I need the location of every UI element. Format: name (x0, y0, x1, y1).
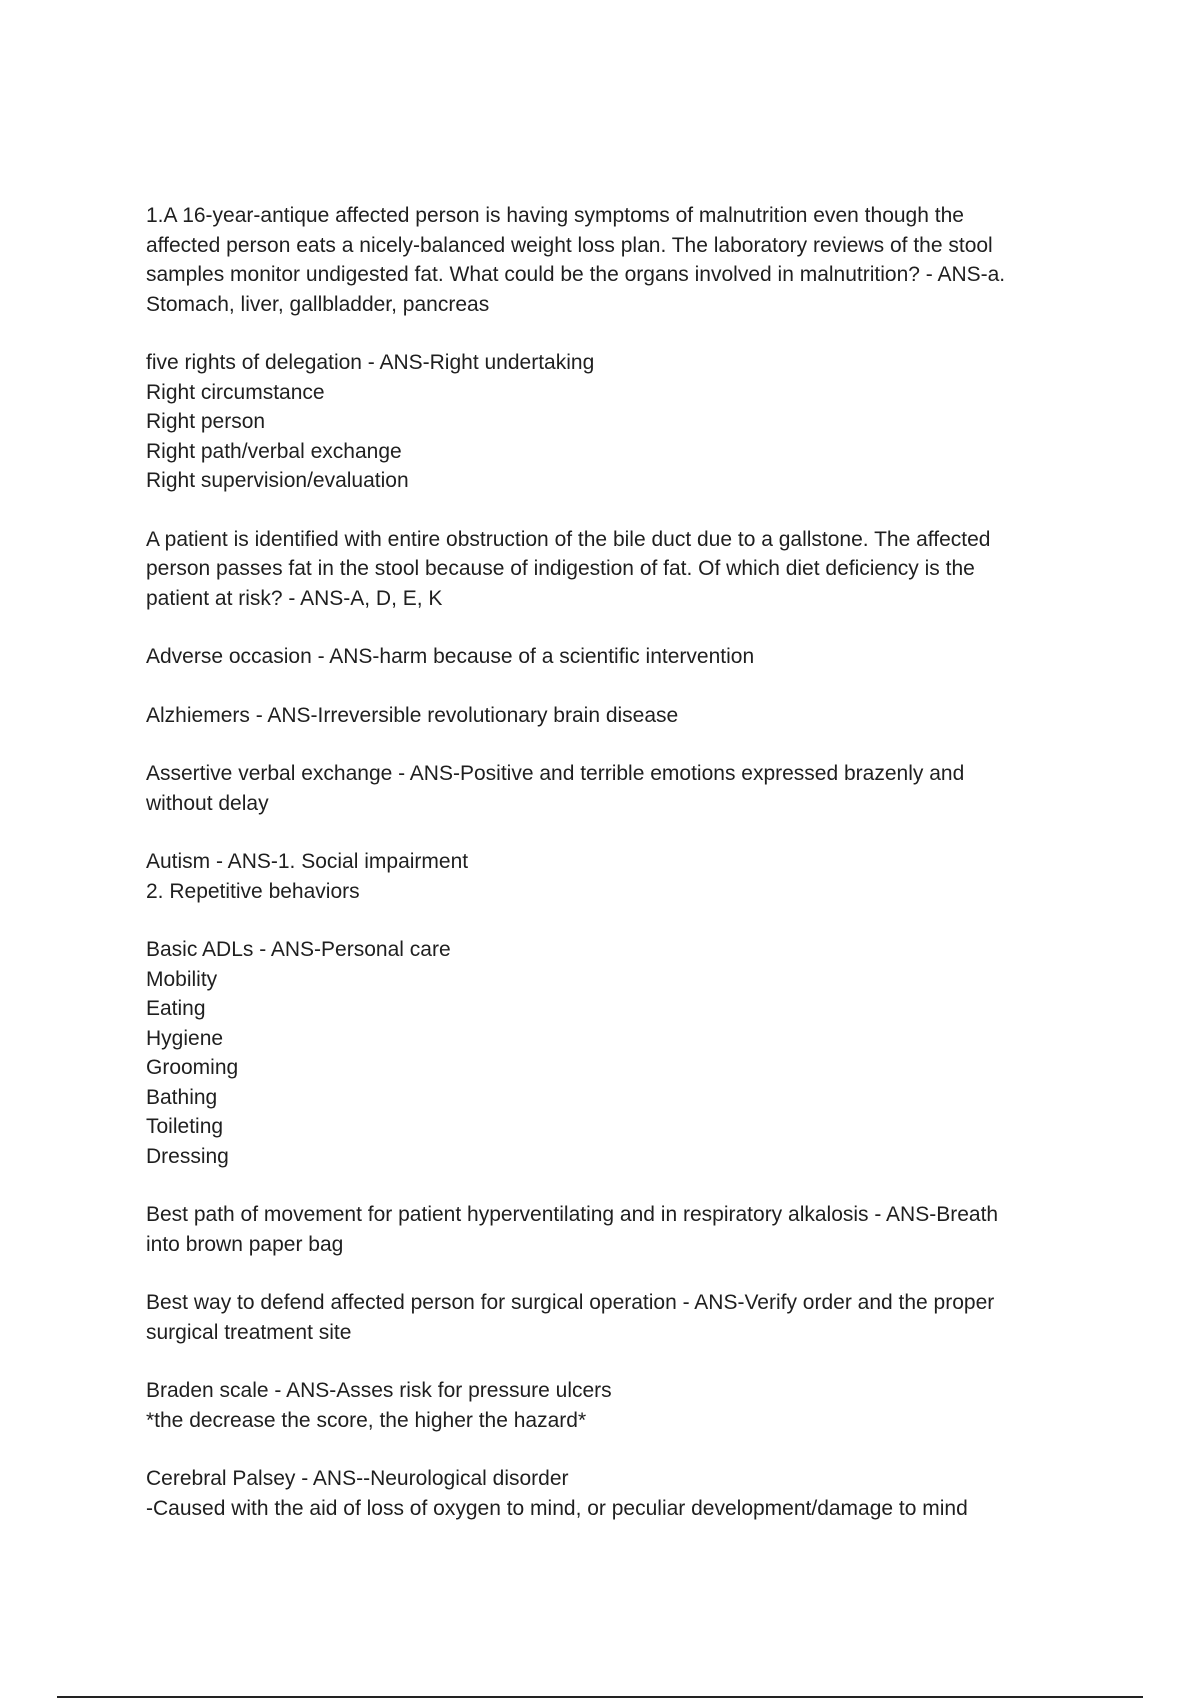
entry-line: Adverse occasion - ANS-harm because of a scientific intervention (146, 645, 755, 668)
document-body (146, 201, 1076, 1552)
qa-entry-basic-adls (146, 935, 1076, 1171)
entry-line: affected person eats a nicely-balanced weight loss plan. The laboratory reviews of the stool (146, 233, 993, 257)
entry-line: *the decrease the score, the higher the hazard* (146, 1408, 587, 1432)
qa-entry-cerebral-palsy (146, 1464, 1076, 1523)
entry-line: person passes fat in the stool because of indigestion of fat. Of which diet deficiency is the (146, 557, 975, 580)
qa-entry-bile-duct-obstruction (146, 525, 1076, 614)
entry-line: Braden scale - ANS-Asses risk for pressure ulcers (146, 1379, 612, 1402)
entry-line: Dressing (146, 1144, 229, 1168)
qa-entry-assertive-communication (146, 759, 1076, 818)
qa-entry-surgical-protection (146, 1288, 1076, 1347)
entry-line: Hygiene (146, 1026, 224, 1050)
entry-line: A patient is identified with entire obstruction of the bile duct due to a gallstone. The affected (146, 527, 991, 551)
entry-line: Toileting (146, 1115, 224, 1138)
entry-line: patient at risk? - ANS-A, D, E, K (146, 586, 443, 610)
entry-line: Autism - ANS-1. Social impairment (146, 850, 469, 873)
entry-line: Best way to defend affected person for surgical operation - ANS-Verify order and the proper (146, 1291, 995, 1314)
qa-entry-autism (146, 847, 1076, 906)
qa-entry-rights-of-delegation (146, 348, 1076, 496)
footer-divider (57, 1696, 1143, 1698)
entry-line: Grooming (146, 1056, 239, 1079)
entry-line: Assertive verbal exchange - ANS-Positive and terrible emotions expressed brazenly and (146, 762, 965, 785)
qa-entry-malnutrition-organs (146, 201, 1076, 319)
entry-line: Eating (146, 997, 206, 1020)
entry-line: -Caused with the aid of loss of oxygen to mind, or peculiar development/damage to mind (146, 1496, 968, 1520)
entry-line: Best path of movement for patient hyperventilating and in respiratory alkalosis - ANS-Breath (146, 1203, 999, 1226)
entry-line: Right person (146, 410, 266, 433)
entry-line: Cerebral Palsey - ANS--Neurological disorder (146, 1467, 569, 1490)
qa-entry-braden-scale (146, 1376, 1076, 1435)
entry-line: Mobility (146, 967, 218, 991)
entry-line: Basic ADLs - ANS-Personal care (146, 938, 451, 961)
entry-line: samples monitor undigested fat. What could be the organs involved in malnutrition? - ANS-a. (146, 263, 1006, 286)
entry-line: 1.A 16-year-antique affected person is having symptoms of malnutrition even though the (146, 204, 964, 227)
entry-line: Stomach, liver, gallbladder, pancreas (146, 292, 490, 316)
entry-line: 2. Repetitive behaviors (146, 879, 360, 903)
entry-line: into brown paper bag (146, 1232, 344, 1256)
entry-line: Right supervision/evaluation (146, 469, 409, 492)
qa-entry-hyperventilating (146, 1200, 1076, 1259)
entry-line: Alzhiemers - ANS-Irreversible revolutionary brain disease (146, 703, 679, 727)
entry-line: five rights of delegation - ANS-Right undertaking (146, 351, 595, 374)
entry-line: Right path/verbal exchange (146, 439, 402, 463)
qa-entry-alzheimers (146, 701, 1076, 731)
qa-entry-adverse-occasion (146, 642, 1076, 672)
entry-line: surgical treatment site (146, 1320, 352, 1344)
entry-line: Right circumstance (146, 380, 325, 404)
entry-line: Bathing (146, 1085, 218, 1109)
entry-line: without delay (146, 791, 269, 815)
